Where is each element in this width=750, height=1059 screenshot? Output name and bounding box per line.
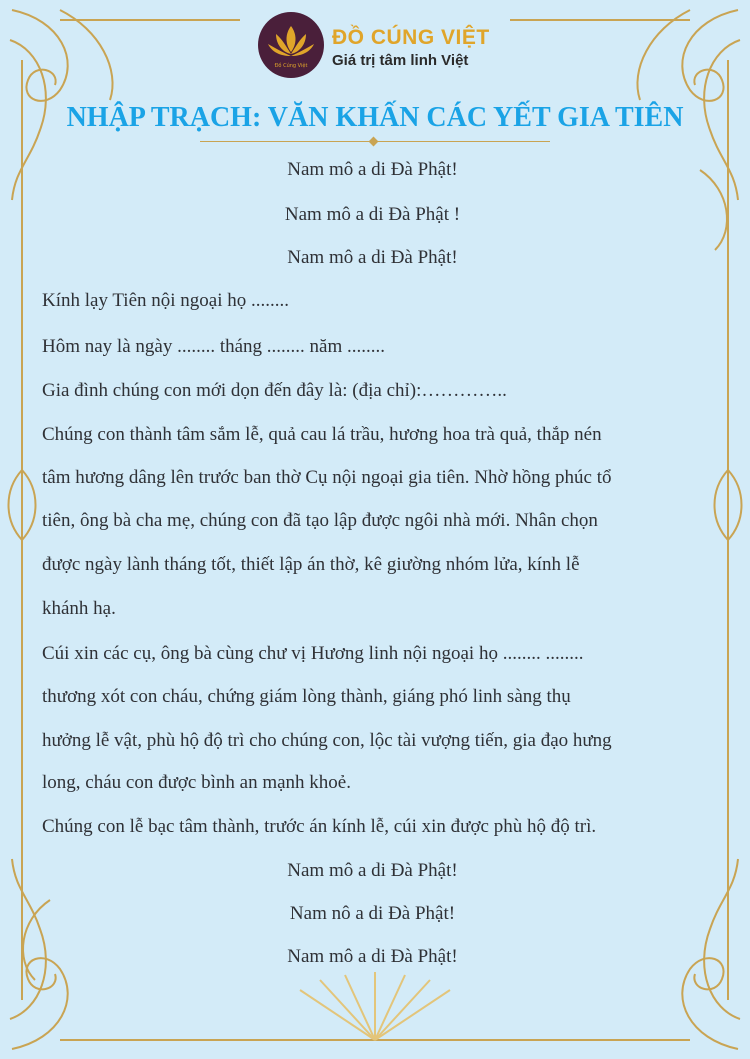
body-line: Hôm nay là ngày ........ tháng ........ năm ........: [42, 336, 386, 357]
lotus-logo: [258, 12, 324, 78]
body-line: Kính lạy Tiên nội ngoại họ ........: [42, 290, 290, 311]
opening-invocation-2: Nam mô a di Đà Phật !: [284, 204, 461, 225]
opening-invocation-1: Nam mô a di Đà Phật!: [287, 159, 458, 180]
logo-caption: Đồ Cúng Việt: [274, 63, 308, 69]
body-line: tiên, ông bà cha mẹ, chúng con đã tạo lập được ngôi nhà mới. Nhân chọn: [42, 510, 598, 531]
body-line: Chúng con lễ bạc tâm thành, trước án kính lễ, cúi xin được phù hộ độ trì.: [42, 816, 597, 837]
closing-invocation-1: Nam mô a di Đà Phật!: [287, 860, 458, 881]
body-line: long, cháu con được bình an mạnh khoẻ.: [42, 772, 351, 793]
title-divider: [200, 141, 550, 142]
brand-name: ĐỒ CÚNG VIỆT: [332, 26, 490, 49]
page-title: NHẬP TRẠCH: VĂN KHẤN CÁC YẾT GIA TIÊN: [66, 102, 684, 133]
closing-invocation-3: Nam mô a di Đà Phật!: [287, 946, 458, 967]
body-line: khánh hạ.: [42, 598, 116, 619]
body-line: Gia đình chúng con mới dọn đến đây là: (địa chỉ):…………..: [42, 380, 507, 401]
body-line: được ngày lành tháng tốt, thiết lập án thờ, kê giường nhóm lửa, kính lễ: [42, 554, 580, 575]
body-line: thương xót con cháu, chứng giám lòng thành, giáng phó linh sàng thụ: [42, 686, 571, 707]
opening-invocation-3: Nam mô a di Đà Phật!: [287, 247, 458, 268]
closing-invocation-2: Nam nô a di Đà Phật!: [289, 903, 456, 924]
lotus-icon: [258, 12, 324, 78]
body-line: tâm hương dâng lên trước ban thờ Cụ nội ngoại gia tiên. Nhờ hồng phúc tổ: [42, 467, 612, 488]
body-line: Cúi xin các cụ, ông bà cùng chư vị Hương linh nội ngoại họ ........ ........: [42, 643, 584, 664]
body-line: hưởng lễ vật, phù hộ độ trì cho chúng con, lộc tài vượng tiến, gia đạo hưng: [42, 730, 612, 751]
brand-slogan: Giá trị tâm linh Việt: [332, 52, 469, 69]
body-line: Chúng con thành tâm sắm lễ, quả cau lá trầu, hương hoa trà quả, thắp nén: [42, 424, 602, 445]
